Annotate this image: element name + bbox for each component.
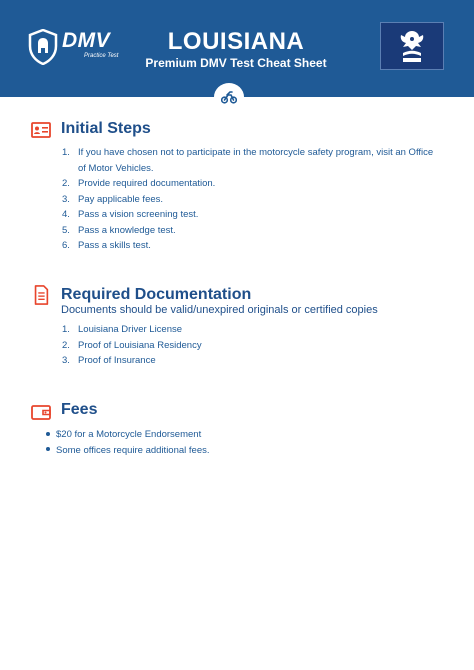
initial-steps-title: Initial Steps <box>61 120 151 137</box>
list-item-number: 2. <box>62 178 70 189</box>
list-item <box>46 443 210 459</box>
bullet-icon <box>46 432 50 436</box>
list-item-text: Louisiana Driver License <box>78 324 183 335</box>
documentation-note: Documents should be valid/unexpired originals or certified copies <box>61 304 378 316</box>
list-item-text: Pay applicable fees. <box>78 193 164 205</box>
required-documentation-list <box>62 322 202 369</box>
list-item <box>62 353 202 369</box>
list-item <box>62 145 442 176</box>
list-item <box>46 427 210 443</box>
list-item-text: Pass a vision screening test. <box>78 209 199 220</box>
list-item-number: 2. <box>62 339 70 351</box>
motorcycle-badge <box>214 83 244 111</box>
initial-steps-list <box>62 145 442 254</box>
list-item-number: 3. <box>62 355 70 366</box>
dmv-tagline: Practice Test <box>84 53 119 59</box>
dmv-brand-text: DMV <box>62 29 111 52</box>
list-item-text: $20 for a Motorcycle Endorsement <box>56 429 202 440</box>
fees-list <box>46 427 210 458</box>
list-item-text: Pass a knowledge test. <box>78 224 176 236</box>
list-item-number: 4. <box>62 209 70 220</box>
list-item <box>62 207 442 223</box>
list-item-text: Proof of Insurance <box>78 355 156 366</box>
list-item-number: 1. <box>62 147 70 158</box>
list-item-text: Proof of Louisiana Residency <box>78 339 202 351</box>
list-item-number: 1. <box>62 324 70 335</box>
list-item <box>62 176 442 192</box>
required-documentation-title: Required Documentation <box>61 286 252 303</box>
list-item <box>62 192 442 208</box>
list-item-text: If you have chosen not to participate in the motorcycle safety program, visit an Office of Motor Vehicles. <box>78 147 434 174</box>
document-icon <box>31 285 51 305</box>
dmv-shield-icon <box>28 29 58 65</box>
page-subtitle: Premium DMV Test Cheat Sheet <box>145 56 327 70</box>
motorcycle-icon <box>221 90 237 104</box>
list-item-number: 6. <box>62 240 70 251</box>
list-item <box>62 338 202 354</box>
bullet-icon <box>46 447 50 451</box>
list-item-text: Pass a skills test. <box>78 240 151 251</box>
list-item <box>62 322 202 338</box>
list-item <box>62 238 442 254</box>
fees-title: Fees <box>61 401 98 418</box>
id-card-icon <box>31 120 51 140</box>
dmv-logo <box>28 27 118 67</box>
list-item-number: 5. <box>62 224 70 236</box>
header-banner <box>0 0 474 97</box>
louisiana-flag-icon <box>380 22 444 70</box>
list-item-text: Provide required documentation. <box>78 178 216 189</box>
wallet-icon <box>31 402 51 422</box>
list-item-number: 3. <box>62 193 70 205</box>
state-title: LOUISIANA <box>167 28 305 55</box>
list-item <box>62 223 442 239</box>
list-item-text: Some offices require additional fees. <box>56 444 210 456</box>
